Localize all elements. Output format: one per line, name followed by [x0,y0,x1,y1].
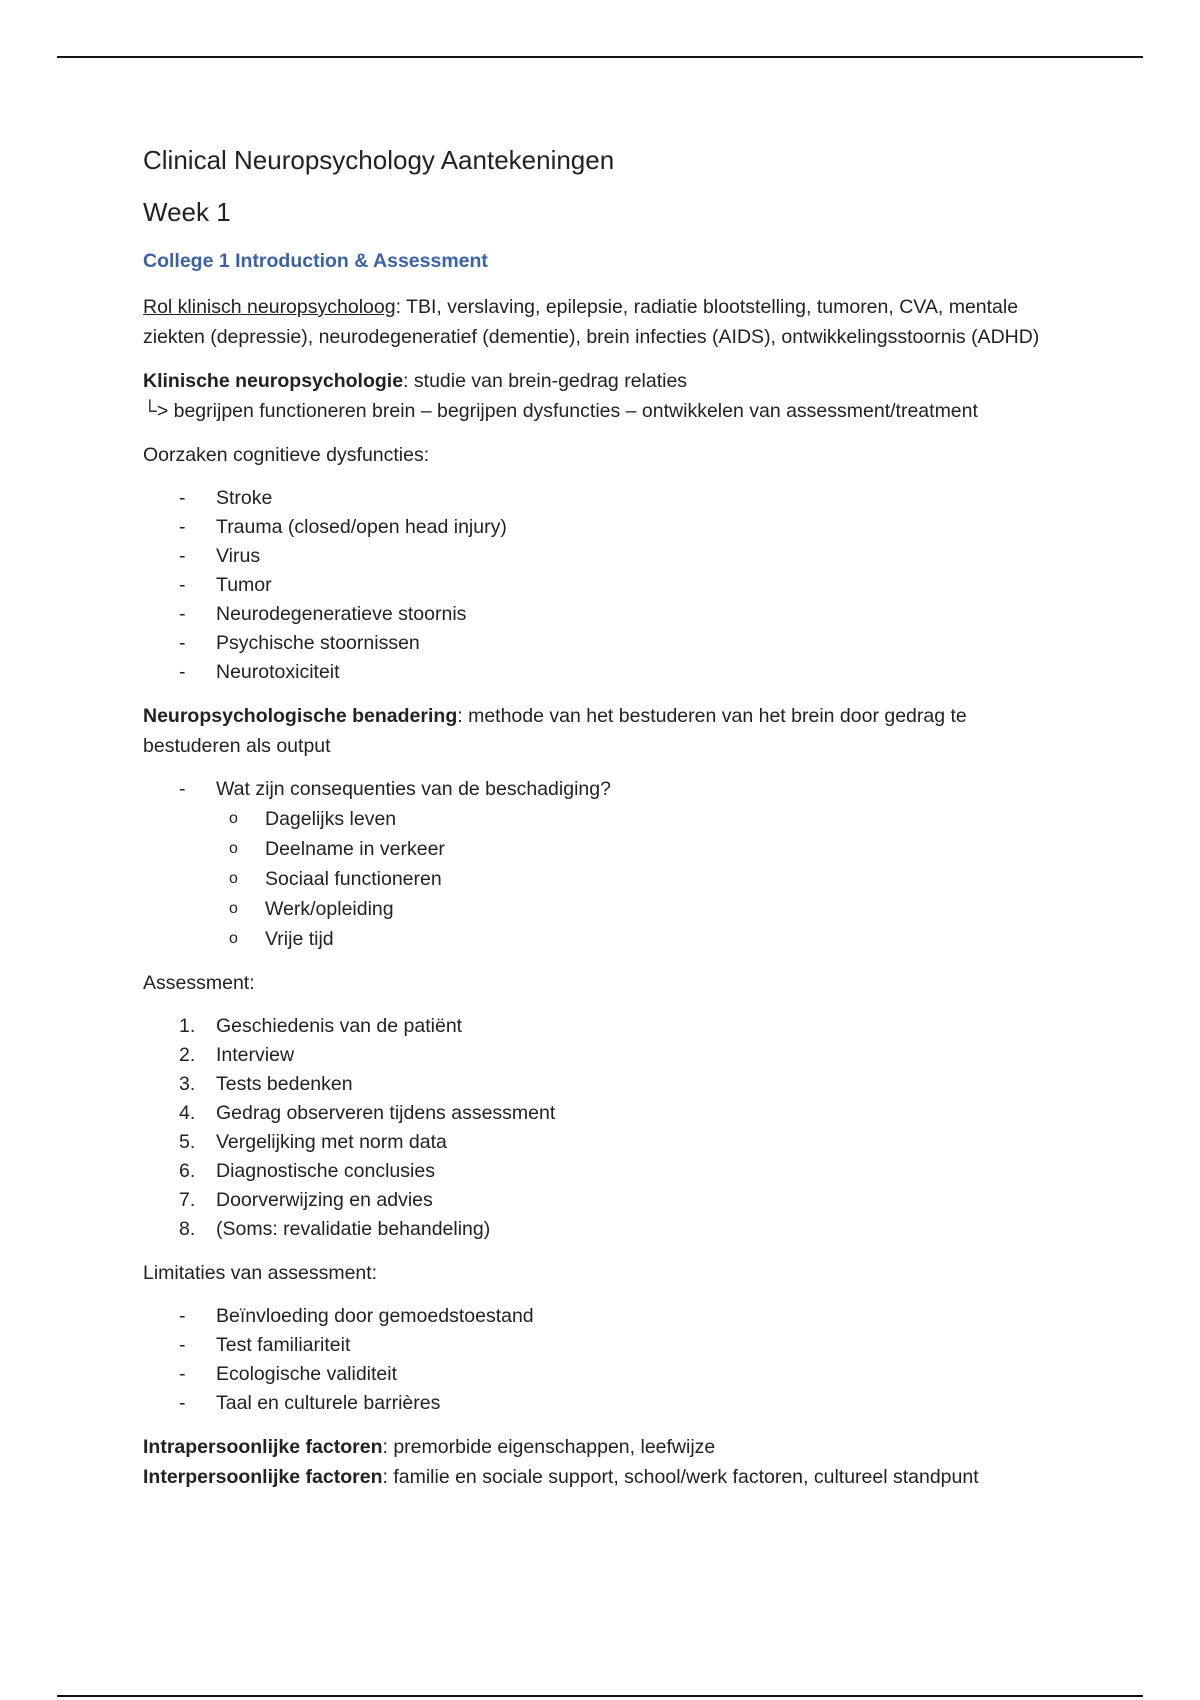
sub-list-item-text: Dagelijks leven [265,808,397,830]
list-item [143,1186,1063,1215]
list-item [143,1302,1063,1331]
document-body [143,140,1063,1506]
list-item [143,1012,1063,1041]
list-item [143,1389,1063,1418]
list-item-text: Wat zijn consequenties van de beschadiging? [216,778,611,800]
intra-definition: : premorbide eigenschappen, leefwijze [382,1436,716,1458]
circle-marker: o [229,870,238,887]
document-title: Clinical Neuropsychology Aantekeningen [143,145,615,175]
dash-marker: - [179,661,186,683]
sub-list-item [143,864,1063,894]
dash-marker: - [179,574,186,596]
list-item [143,1157,1063,1186]
list-item [143,658,1063,687]
limitaties-list [143,1302,1063,1418]
list-item [143,629,1063,658]
sub-list-item-text: Vrije tijd [265,928,334,950]
sub-list-item-text: Sociaal functioneren [265,868,442,890]
list-item-text: Neurodegeneratieve stoornis [216,603,467,625]
list-item-text: Geschiedenis van de patiënt [216,1015,463,1037]
list-item-text: Vergelijking met norm data [216,1131,447,1153]
sub-list-item-text: Werk/opleiding [265,898,394,920]
list-item-text: Virus [216,545,261,567]
rol-paragraph [143,292,1063,352]
number-marker: 1. [179,1015,196,1037]
list-item-text: Tumor [216,574,272,596]
klinische-term: Klinische neuropsychologie [143,370,404,392]
list-item [143,600,1063,629]
list-item-text: Neurotoxiciteit [216,661,340,683]
number-marker: 8. [179,1218,196,1240]
inter-paragraph [143,1462,1063,1492]
benadering-definition: : methode van het bestuderen van het brein door gedrag te bestuderen als output [143,705,967,757]
sub-list-item-text: Deelname in verkeer [265,838,445,860]
number-marker: 4. [179,1102,196,1124]
benadering-term: Neuropsychologische benadering [143,705,458,727]
rol-term: Rol klinisch neuropsycholoog [143,296,396,318]
dash-marker: - [179,487,186,509]
benadering-list-wrap [143,775,1063,954]
list-item-text: Trauma (closed/open head injury) [216,516,507,538]
benadering-paragraph [143,701,1063,761]
inter-definition: : familie en sociale support, school/werk factoren, cultureel standpunt [382,1466,979,1488]
list-item-text: Diagnostische conclusies [216,1160,435,1182]
benadering-list [143,775,1063,804]
bottom-rule [57,1695,1143,1697]
number-marker: 3. [179,1073,196,1095]
circle-marker: o [229,840,238,857]
dash-marker: - [179,632,186,654]
circle-marker: o [229,810,238,827]
list-item-text: Interview [216,1044,295,1066]
klinische-paragraph [143,366,1063,426]
college-heading: College 1 Introduction & Assessment [143,250,488,272]
oorzaken-heading: Oorzaken cognitieve dysfuncties: [143,444,430,466]
limitaties-heading: Limitaties van assessment: [143,1262,378,1284]
list-item [143,513,1063,542]
list-item-text: Gedrag observeren tijdens assessment [216,1102,556,1124]
circle-marker: o [229,930,238,947]
dash-marker: - [179,516,186,538]
number-marker: 7. [179,1189,196,1211]
number-marker: 5. [179,1131,196,1153]
list-item [143,1215,1063,1244]
inter-term: Interpersoonlijke factoren [143,1466,383,1488]
list-item [143,1128,1063,1157]
sub-list-item [143,924,1063,954]
list-item-text: (Soms: revalidatie behandeling) [216,1218,491,1240]
assessment-list [143,1012,1063,1244]
list-item-text: Stroke [216,487,273,509]
list-item-text: Taal en culturele barrières [216,1392,441,1414]
dash-marker: - [179,545,186,567]
sub-list-item [143,834,1063,864]
list-item-text: Doorverwijzing en advies [216,1189,433,1211]
dash-marker: - [179,1363,186,1385]
list-item [143,1041,1063,1070]
number-marker: 6. [179,1160,196,1182]
list-item-text: Psychische stoornissen [216,632,420,654]
sub-list-item [143,804,1063,834]
list-item [143,1360,1063,1389]
rol-definition: : TBI, verslaving, epilepsie, radiatie blootstelling, tumoren, CVA, mentale ziekten (depressie), neurodegeneratief (dementie), brein infecties (AIDS), ontwikkelingsstoornis (ADHD) [143,296,1040,348]
list-item-text: Ecologische validiteit [216,1363,398,1385]
intra-paragraph [143,1432,1063,1462]
circle-marker: o [229,900,238,917]
list-item [143,484,1063,513]
number-marker: 2. [179,1044,196,1066]
dash-marker: - [179,1392,186,1414]
list-item-text: Beïnvloeding door gemoedstoestand [216,1305,534,1327]
klinische-arrow-line: └> begrijpen functioneren brein – begrijpen dysfuncties – ontwikkelen van assessment/treatment [143,400,978,422]
sub-list-item [143,894,1063,924]
klinische-definition: : studie van brein-gedrag relaties [403,370,688,392]
dash-marker: - [179,778,186,800]
list-item [143,571,1063,600]
dash-marker: - [179,1334,186,1356]
list-item [143,1331,1063,1360]
oorzaken-list [143,484,1063,687]
dash-marker: - [179,1305,186,1327]
list-item [143,542,1063,571]
dash-marker: - [179,603,186,625]
top-rule [57,56,1143,58]
list-item-text: Test familiariteit [216,1334,351,1356]
intra-term: Intrapersoonlijke factoren [143,1436,383,1458]
week-heading: Week 1 [143,197,231,227]
list-item-text: Tests bedenken [216,1073,353,1095]
list-item [143,1099,1063,1128]
list-item [143,1070,1063,1099]
consequenties-sublist [143,804,1063,954]
list-item [143,775,1063,804]
assessment-heading: Assessment: [143,972,255,994]
